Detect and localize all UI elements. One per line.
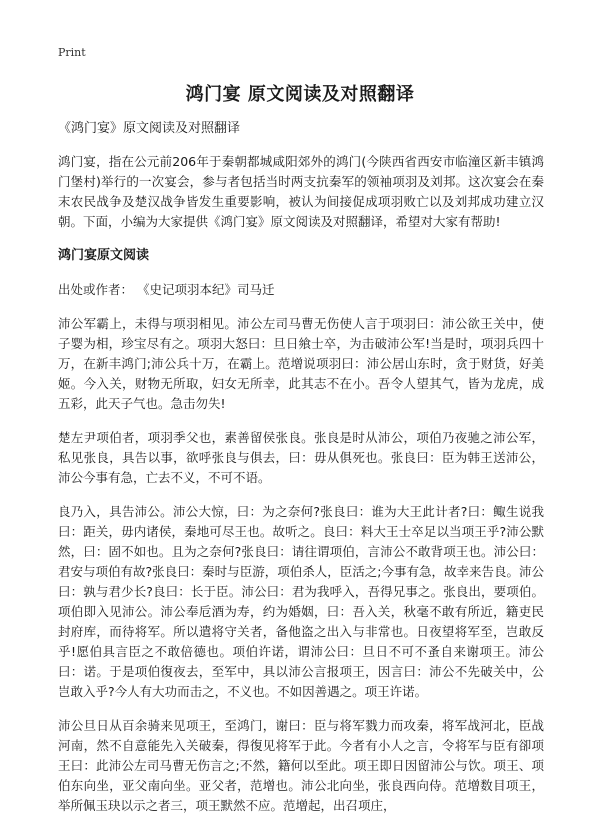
text-paragraph-4: 沛公旦日从百余骑来见项王，至鸿门，谢曰：臣与将军戮力而攻秦，将军战河北，臣战河南，然不自意能先入关破秦，得復见将军于此。今者有小人之言，令将军与臣有卻项王曰：此沛公左司马曹无伤言之;不然，籍何以至此。项王即日因留沛公与饮。项王、项伯东向坐，亚父南向坐。亚父者，范增也。沛公北向坐，张良西向侍。范增数目项王，举所佩玉玦以示之者三，项王默然不应。范增起，出召项庄，: [58, 718, 544, 813]
text-paragraph-1: 沛公军霸上，未得与项羽相见。沛公左司马曹无伤使人言于项羽曰：沛公欲王关中，使子婴为相，珍宝尽有之。项羽大怒曰：旦日飨士卒，为击破沛公军!当是时，项羽兵四十万，在新丰鸿门;沛公兵十万，在霸上。范增说项羽曰：沛公居山东时，贪于财货，好美姬。今入关，财物无所取，妇女无所幸，此其志不在小。吾令人望其气，皆为龙虎，成五彩，此天子气也。急击勿失!: [58, 316, 544, 411]
source-line: 出处或作者： 《史记项羽本纪》司马迁: [58, 282, 275, 297]
intro-paragraph: 鸿门宴，指在公元前206年于秦朝都城咸阳郊外的鸿门(今陕西省西安市临潼区新丰镇鸿门堡村)举行的一次宴会，参与者包括当时两支抗秦军的领袖项羽及刘邦。这次宴会在秦末农民战争及楚汉战争皆发生重要影响，被认为间接促成项羽败亡以及刘邦成功建立汉朝。下面，小编为大家提供《鸿门宴》原文阅读及对照翻译，希望对大家有帮助!: [58, 154, 544, 229]
print-link[interactable]: Print: [58, 46, 86, 59]
breadcrumb: 《鸿门宴》原文阅读及对照翻译: [58, 121, 241, 136]
text-paragraph-2: 楚左尹项伯者，项羽季父也，素善留侯张良。张良是时从沛公，项伯乃夜驰之沛公军，私见张良，具告以事，欲呼张良与俱去，曰：毋从俱死也。张良曰：臣为韩王送沛公，沛公今事有急，亡去不义，不可不语。: [58, 430, 544, 485]
page-title: 鸿门宴 原文阅读及对照翻译: [185, 84, 415, 105]
article-body: [58, 119, 544, 830]
text-paragraph-3: 良乃入，具告沛公。沛公大惊，曰：为之奈何?张良曰：谁为大王此计者?曰：鲰生说我曰：距关，毋内诸侯，秦地可尽王也。故听之。良曰：料大王士卒足以当项王乎?沛公默然，曰：固不如也。且为之奈何?张良曰：请往谓项伯，言沛公不敢背项王也。沛公曰：君安与项伯有故?张良曰：秦时与臣游，项伯杀人，臣活之;今事有急，故幸来告良。沛公曰：孰与君少长?良曰：长于臣。沛公曰：君为我呼入，吾得兄事之。张良出，要项伯。项伯即入见沛公。沛公奉卮酒为寿，约为婚姻，曰：吾入关，秋毫不敢有所近，籍吏民封府库，而待将军。所以遣将守关者，备他盗之出入与非常也。日夜望将军至，岂敢反乎!愿伯具言臣之不敢倍德也。项伯许诺，谓沛公曰：旦日不可不蚤自来谢项王。沛公曰：诺。于是项伯復夜去，至军中，具以沛公言报项王，因言曰：沛公不先破关中，公岂敢入乎?今人有大功而击之，不义也。不如因善遇之。项王许诺。: [58, 504, 544, 699]
section-heading: 鸿门宴原文阅读: [58, 248, 150, 263]
